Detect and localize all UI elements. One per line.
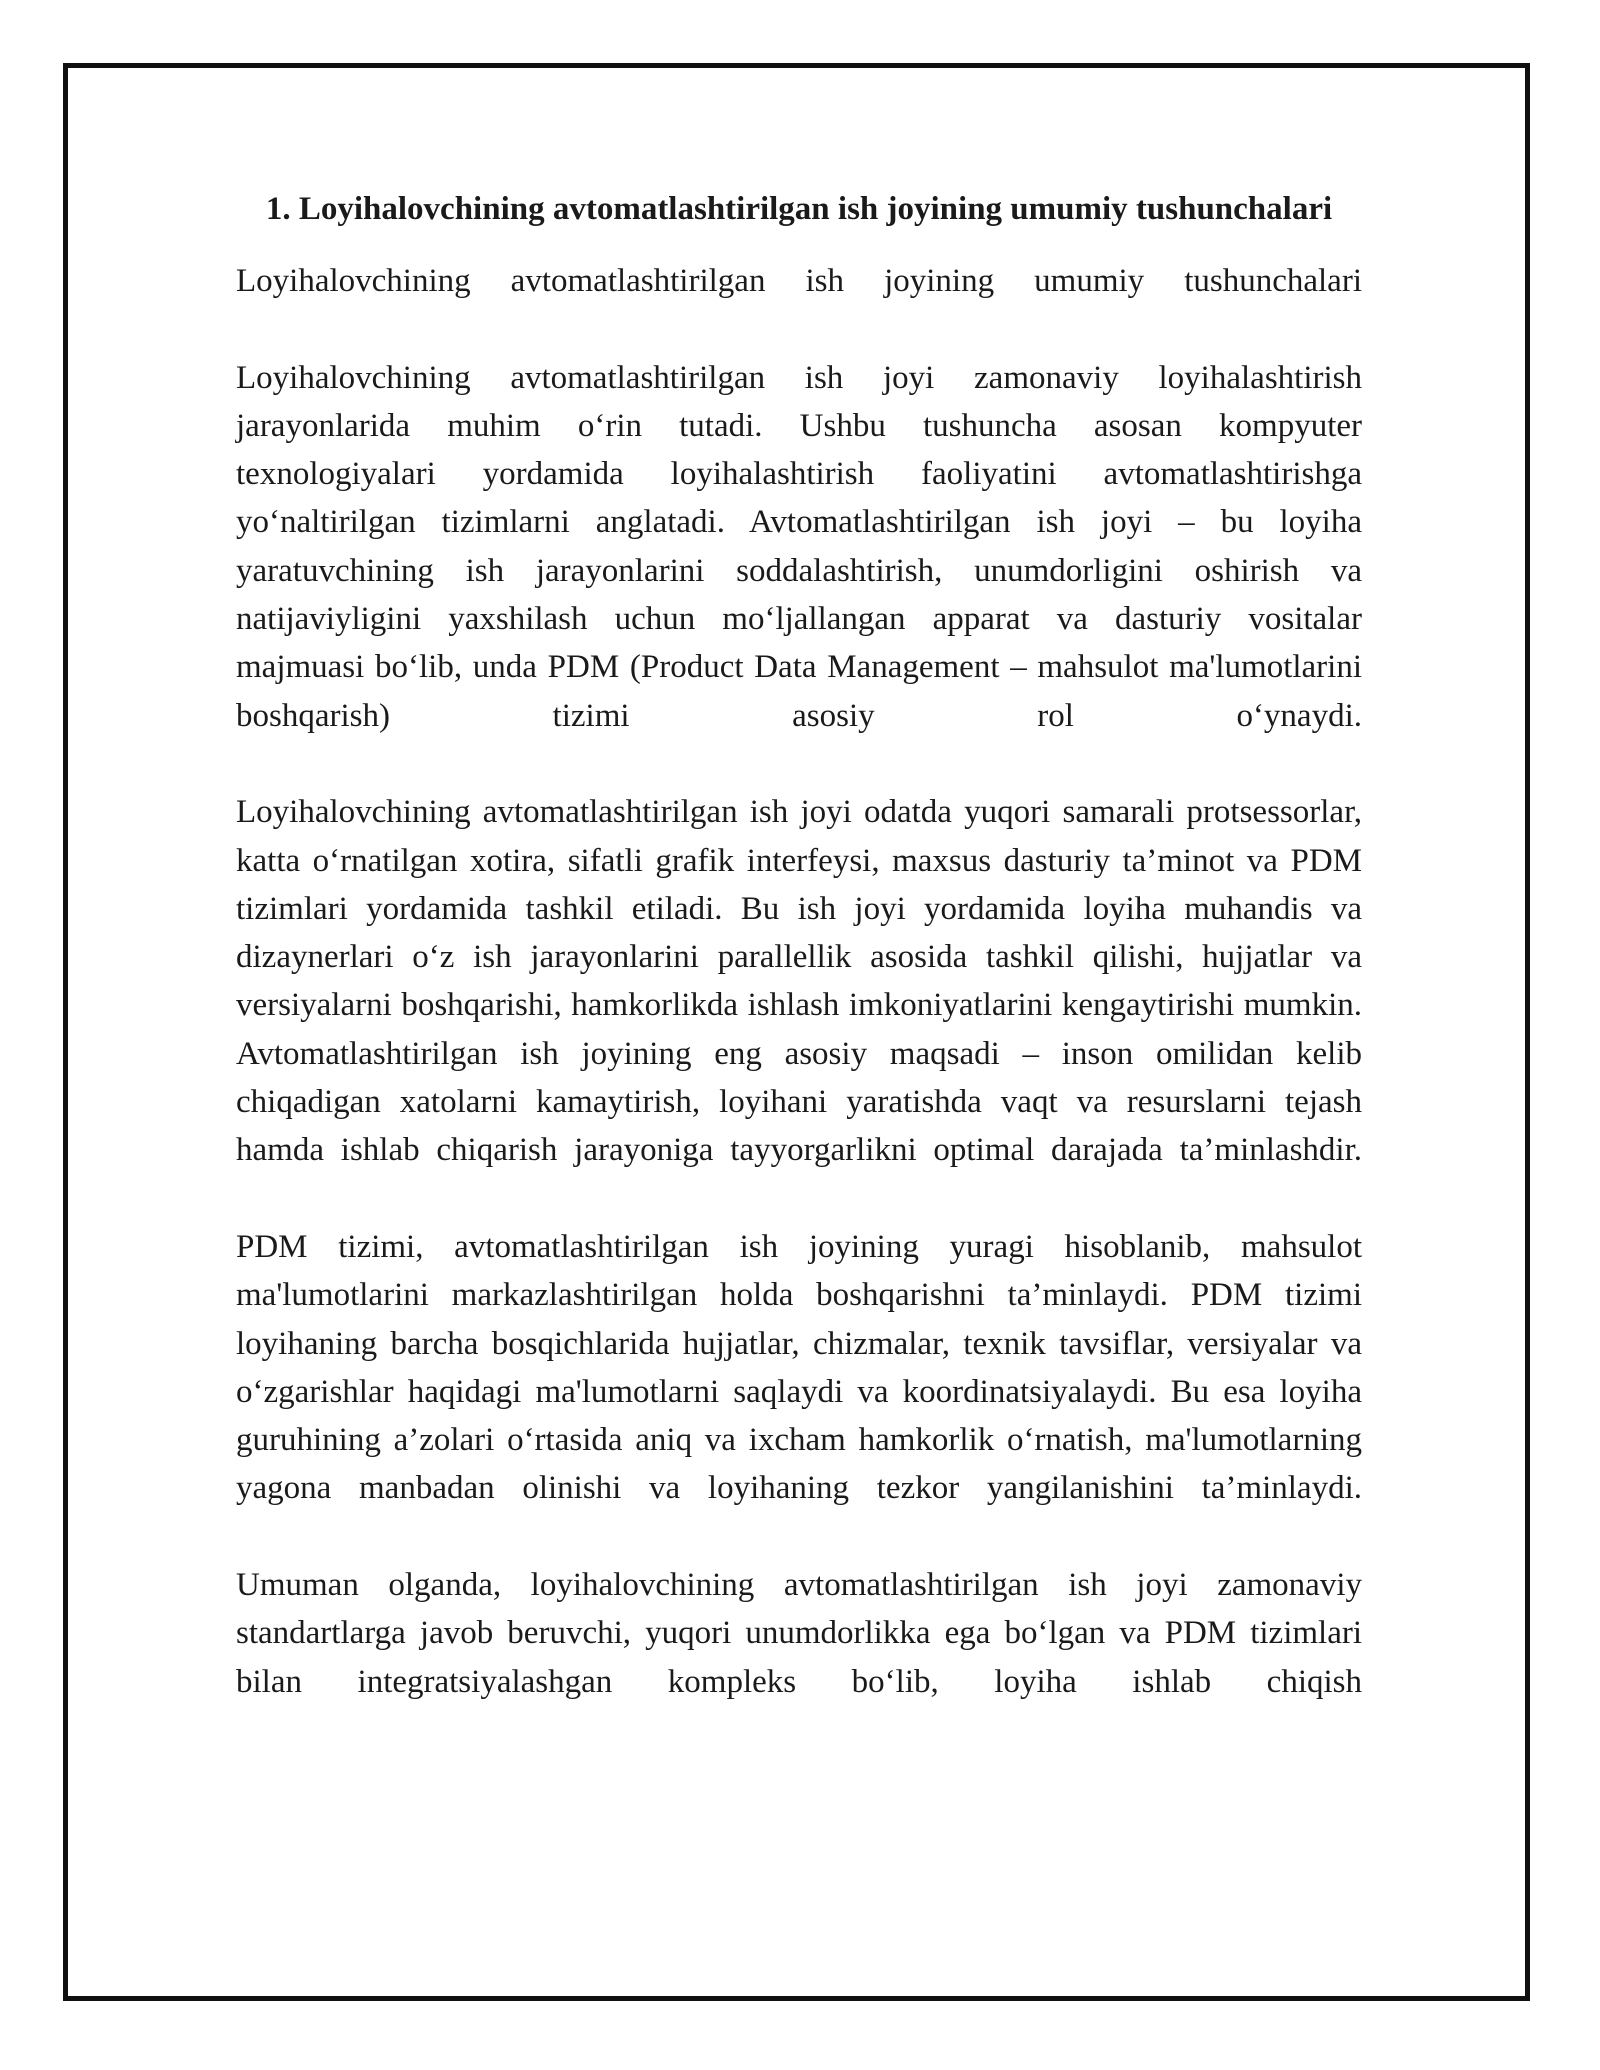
paragraph-pdm: PDM tizimi, avtomatlashtirilgan ish joyining yuragi hisoblanib, mahsulot ma'lumotlarini markazlashtirilgan holda boshqarishni ta’minlaydi. PDM tizimi loyihaning barcha bosqichlarida hujjatlar, chizmalar, texnik tavsiflar, versiyalar va o‘zgarishlar haqidagi ma'lumotlarni saqlaydi va koordinatsiyalaydi. Bu esa loyiha guruhining a’zolari o‘rtasida aniq va ixcham hamkorlik o‘rnatish, ma'lumotlarning yagona manbadan olinishi va loyihaning tezkor yangilanishini ta’minlaydi. bbox=[236, 1228, 1362, 1507]
paragraph-intro: Loyihalovchining avtomatlashtirilgan ish joyining umumiy tushunchalari bbox=[236, 263, 1362, 299]
paragraph-definition: Loyihalovchining avtomatlashtirilgan ish joyi zamonaviy loyihalashtirish jarayonlarida muhim o‘rin tutadi. Ushbu tushuncha asosan kompyuter texnologiyalari yordamida loyihalashtirish faoliyatini avtomatlashtirishga yo‘naltirilgan tizimlarni anglatadi. Avtomatlashtirilgan ish joyi – bu loyiha yaratuvchining ish jarayonlarini soddalashtirish, unumdorligini oshirish va natijaviyligini yaxshilash uchun mo‘ljallangan apparat va dasturiy vositalar majmuasi bo‘lib, unda PDM (Product Data Management – mahsulot ma'lumotlarini boshqarish) tizimi asosiy rol o‘ynaydi. bbox=[236, 359, 1362, 734]
document-body bbox=[236, 185, 1362, 1706]
document-title: 1. Loyihalovchining avtomatlashtirilgan ish joyining umumiy tushunchalari bbox=[265, 191, 1333, 227]
paragraph-hardware: Loyihalovchining avtomatlashtirilgan ish joyi odatda yuqori samarali protsessorlar, katta o‘rnatilgan xotira, sifatli grafik interfeysi, maxsus dasturiy ta’minot va PDM tizimlari yordamida tashkil etiladi. Bu ish joyi yordamida loyiha muhandis va dizaynerlari o‘z ish jarayonlarini parallellik asosida tashkil qilishi, hujjatlar va versiyalarni boshqarishi, hamkorlikda ishlash imkoniyatlarini kengaytirishi mumkin. Avtomatlashtirilgan ish joyining eng asosiy maqsadi – inson omilidan kelib chiqadigan xatolarni kamaytirish, loyihani yaratishda vaqt va resurslarni tejash hamda ishlab chiqarish jarayoniga tayyorgarlikni optimal darajada ta’minlashdir. bbox=[236, 794, 1362, 1169]
paragraph-conclusion: Umuman olganda, loyihalovchining avtomatlashtirilgan ish joyi zamonaviy standartlarga javob beruvchi, yuqori unumdorlikka ega bo‘lgan va PDM tizimlari bilan integratsiyalashgan kompleks bo‘lib, loyiha ishlab chiqish bbox=[236, 1567, 1362, 1700]
